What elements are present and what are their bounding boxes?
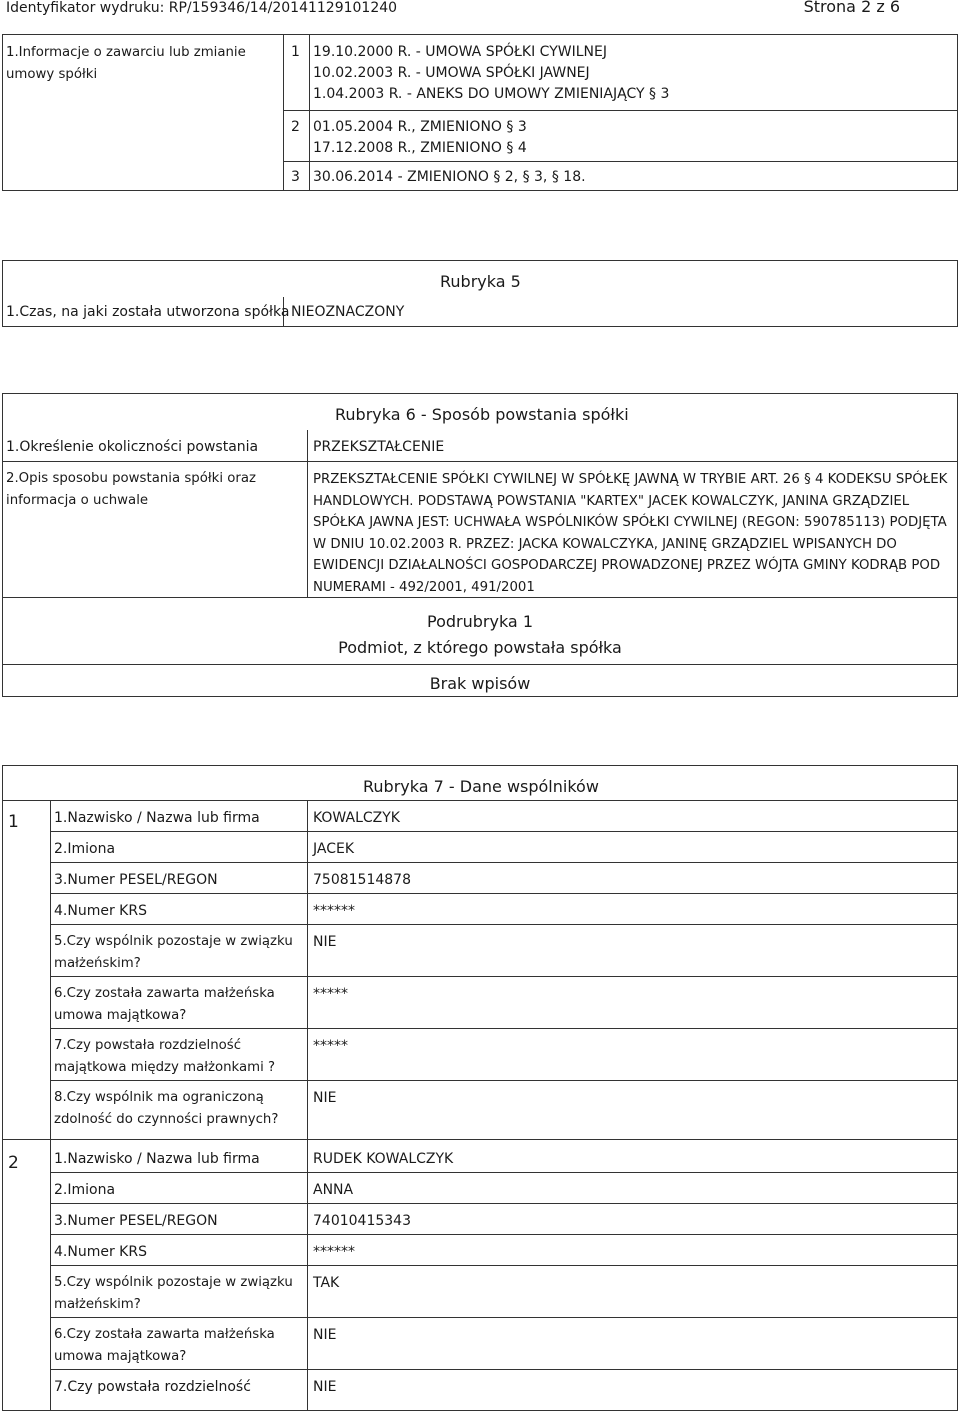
- partner-number: 2: [8, 1153, 19, 1173]
- divider: [307, 800, 308, 1411]
- divider: [50, 1317, 958, 1318]
- field-label: 3.Numer PESEL/REGON: [54, 872, 218, 888]
- partner-number: 1: [8, 812, 19, 832]
- row-line: 1.04.2003 R. - ANEKS DO UMOWY ZMIENIAJĄCY § 3: [313, 86, 670, 102]
- field-label: 6.Czy została zawarta małżeńska umowa majątkowa?: [54, 986, 275, 1023]
- field-value: 75081514878: [313, 872, 411, 888]
- row-number: 1: [291, 44, 300, 60]
- divider: [50, 924, 958, 925]
- row-number: 2: [291, 119, 300, 135]
- divider: [50, 893, 958, 894]
- divider: [283, 34, 284, 191]
- row-number: 3: [291, 169, 300, 185]
- divider: [50, 831, 958, 832]
- divider: [50, 1265, 958, 1266]
- divider: [50, 1028, 958, 1029]
- subsection-subtitle: Podmiot, z którego powstała spółka: [338, 638, 622, 657]
- divider: [50, 1203, 958, 1204]
- divider: [283, 110, 958, 111]
- field-value: JACEK: [313, 841, 355, 857]
- divider: [50, 976, 958, 977]
- divider: [307, 430, 308, 597]
- subsection-title: Podrubryka 1: [427, 612, 533, 631]
- field-label: 2.Imiona: [54, 841, 116, 857]
- field-label: 1.Nazwisko / Nazwa lub firma: [54, 1151, 260, 1167]
- field-label: 7.Czy powstała rozdzielność: [54, 1379, 251, 1395]
- field-value: KOWALCZYK: [313, 810, 400, 826]
- rubryka-5-label: 1.Czas, na jaki została utworzona spółka: [6, 304, 290, 320]
- circumstances-label: 1.Określenie okoliczności powstania: [6, 439, 259, 455]
- rubryka-5-value: NIEOZNACZONY: [291, 304, 405, 320]
- field-value: NIE: [313, 1379, 337, 1395]
- field-label: 8.Czy wspólnik ma ograniczoną zdolność do czynności prawnych?: [54, 1090, 279, 1127]
- field-value: ******: [313, 903, 355, 919]
- divider: [283, 161, 958, 162]
- field-label: 4.Numer KRS: [54, 903, 147, 919]
- field-label: 1.Nazwisko / Nazwa lub firma: [54, 810, 260, 826]
- row-line: 10.02.2003 R. - UMOWA SPÓŁKI JAWNEJ: [313, 65, 590, 81]
- divider: [2, 800, 958, 801]
- field-value: TAK: [313, 1275, 340, 1291]
- field-label: 6.Czy została zawarta małżeńska umowa majątkowa?: [54, 1327, 275, 1364]
- circumstances-value: PRZEKSZTAŁCENIE: [313, 439, 445, 455]
- print-identifier: Identyfikator wydruku: RP/159346/14/20141129101240: [6, 0, 398, 16]
- row-line: 19.10.2000 R. - UMOWA SPÓŁKI CYWILNEJ: [313, 44, 607, 60]
- divider: [50, 1172, 958, 1173]
- rubryka-5-title: Rubryka 5: [440, 272, 521, 291]
- field-value: RUDEK KOWALCZYK: [313, 1151, 454, 1167]
- field-value: ANNA: [313, 1182, 354, 1198]
- field-value: ******: [313, 1244, 355, 1260]
- divider: [50, 1369, 958, 1370]
- divider: [309, 34, 310, 191]
- field-value: 74010415343: [313, 1213, 411, 1229]
- divider: [2, 461, 958, 462]
- field-label: 3.Numer PESEL/REGON: [54, 1213, 218, 1229]
- field-value: *****: [313, 1038, 348, 1054]
- divider: [50, 1080, 958, 1081]
- row-line: 30.06.2014 - ZMIENIONO § 2, § 3, § 18.: [313, 169, 586, 185]
- contract-info-label: 1.Informacje o zawarciu lub zmianie umowy spółki: [6, 45, 246, 82]
- description-label: 2.Opis sposobu powstania spółki oraz informacja o uchwale: [6, 471, 256, 508]
- divider: [50, 800, 51, 1411]
- row-line: 01.05.2004 R., ZMIENIONO § 3: [313, 119, 527, 135]
- divider: [2, 1139, 958, 1140]
- field-value: NIE: [313, 934, 337, 950]
- field-label: 5.Czy wspólnik pozostaje w związku małżeńskim?: [54, 1275, 293, 1312]
- field-value: NIE: [313, 1327, 337, 1343]
- field-label: 2.Imiona: [54, 1182, 116, 1198]
- no-entries-text: Brak wpisów: [429, 674, 531, 693]
- page-number: Strona 2 z 6: [803, 0, 900, 16]
- field-label: 4.Numer KRS: [54, 1244, 147, 1260]
- field-label: 7.Czy powstała rozdzielność majątkowa między małżonkami ?: [54, 1038, 276, 1075]
- divider: [50, 862, 958, 863]
- rubryka-7-title: Rubryka 7 - Dane wspólników: [363, 777, 599, 796]
- row-line: 17.12.2008 R., ZMIENIONO § 4: [313, 140, 527, 156]
- divider: [50, 1234, 958, 1235]
- field-value: NIE: [313, 1090, 337, 1106]
- divider: [2, 664, 958, 665]
- field-label: 5.Czy wspólnik pozostaje w związku małżeńskim?: [54, 934, 293, 971]
- description-value: PRZEKSZTAŁCENIE SPÓŁKI CYWILNEJ W SPÓŁKĘ JAWNĄ W TRYBIE ART. 26 § 4 KODEKSU SPÓŁEK HANDLOWYCH. PODSTAWĄ POWSTANIA "KARTEX" JACEK KOWALCZYK, JANINA GRZĄDZIEL SPÓŁKA JAWNA JEST: UCHWAŁA WSPÓLNIKÓW SPÓŁKI CYWILNEJ (REGON: 590785113) PODJĘTA W DNIU 10.02.2003 R. PRZEZ: JACKA KOWALCZYKA, JANINĘ GRZĄDZIEL WPISANYCH DO EWIDENCJI DZIAŁALNOŚCI GOSPODARCZEJ PROWADZONEJ PRZEZ WÓJTA GMINY KODRĄB POD NUMERAMI - 492/2001, 491/2001: [313, 472, 948, 595]
- rubryka-6-title: Rubryka 6 - Sposób powstania spółki: [335, 405, 629, 424]
- field-value: *****: [313, 986, 348, 1002]
